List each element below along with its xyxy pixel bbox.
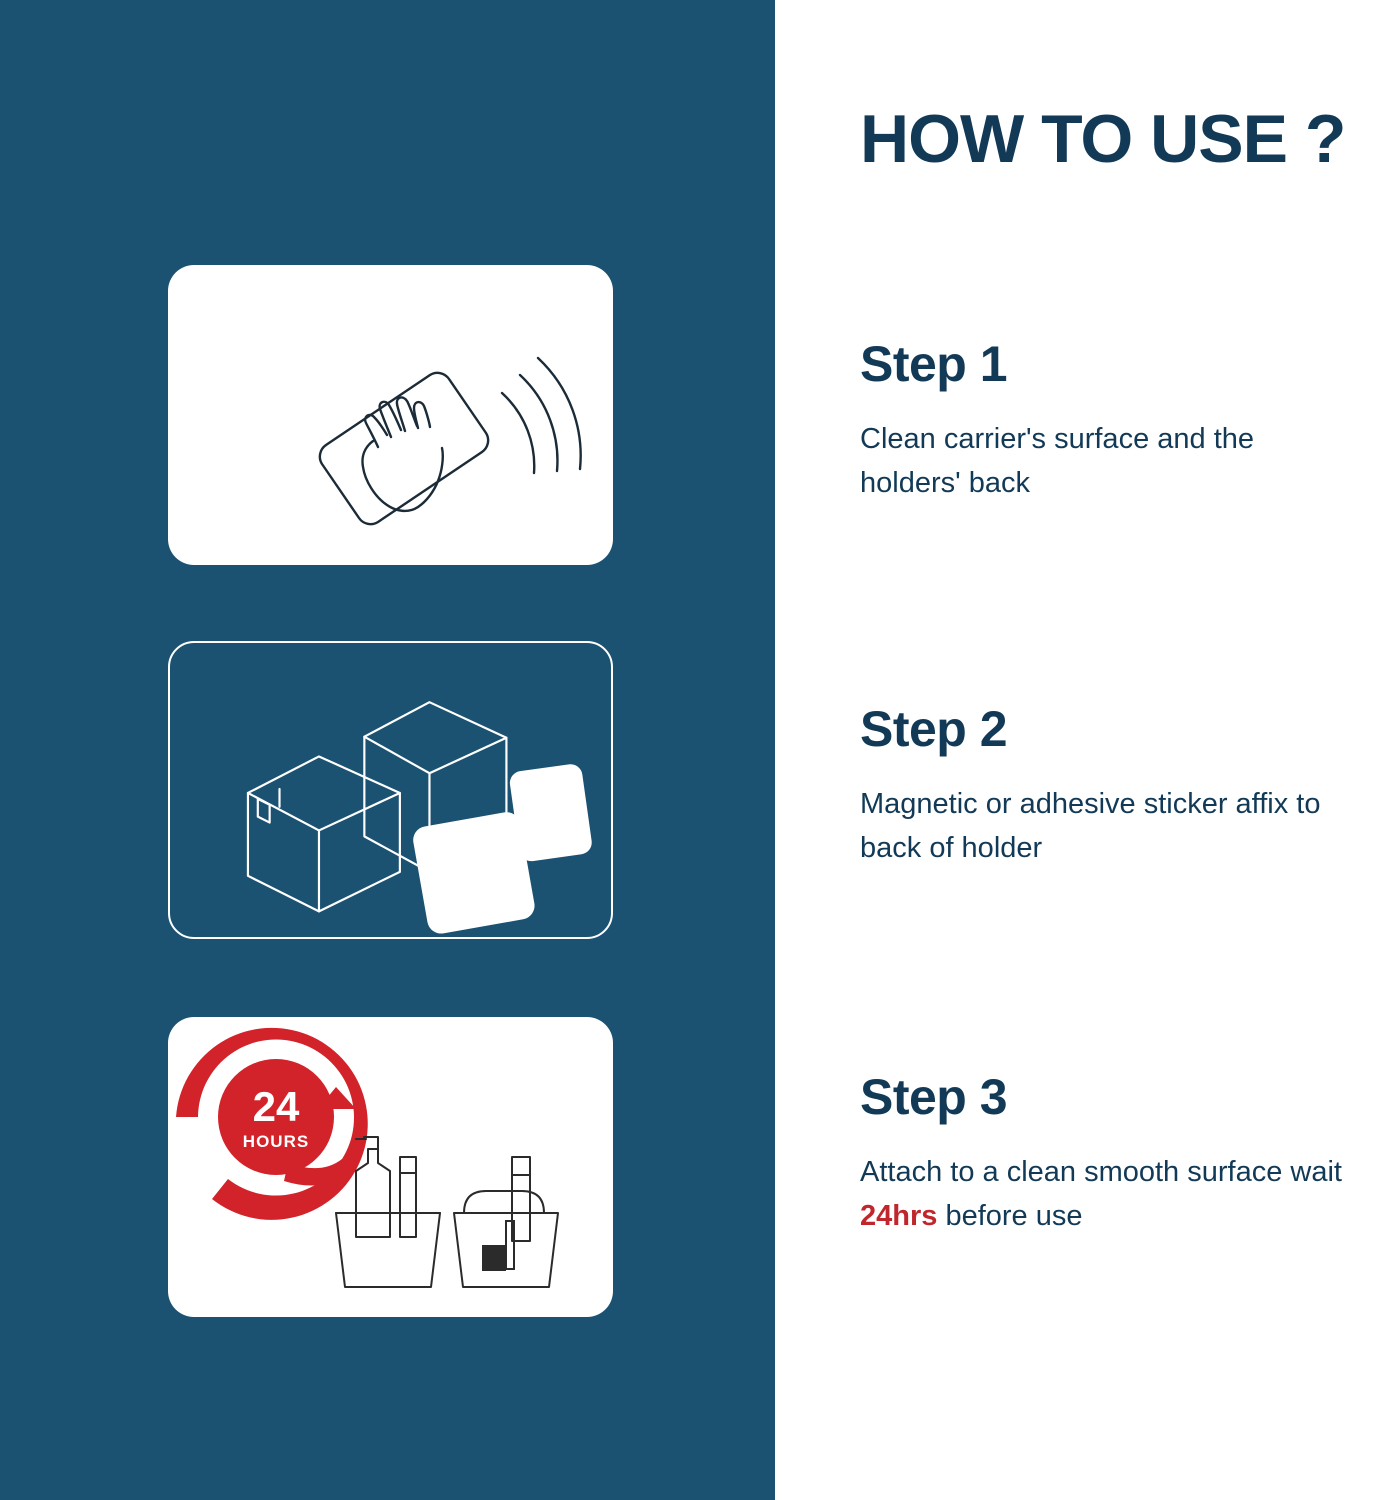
step-2-description-text: Magnetic or adhesive sticker affix to back of holder	[860, 788, 1321, 864]
step-2-heading: Step 2	[860, 701, 1008, 757]
badge-number: 24	[252, 1083, 300, 1130]
step-2-illustration-card	[168, 641, 613, 939]
step-3-illustration-card	[168, 1017, 613, 1317]
step-3-description-text-before: Attach to a clean smooth surface wait	[860, 1156, 1342, 1188]
hand-wiping-surface-icon	[168, 265, 613, 565]
steps-panel	[775, 0, 1384, 1500]
step-1	[860, 335, 1360, 505]
small-item-icon	[482, 1245, 506, 1271]
24-hours-badge-icon	[176, 1028, 368, 1220]
step-2-description	[860, 782, 1360, 870]
step-3-heading: Step 3	[860, 1069, 1008, 1125]
step-1-description-text: Clean carrier's surface and the holders' back	[860, 423, 1255, 499]
step-2	[860, 700, 1360, 870]
24-hours-wait-holders-icon	[168, 1017, 613, 1317]
step-1-heading: Step 1	[860, 336, 1008, 392]
step-3-description	[860, 1150, 1360, 1238]
step-3	[860, 1068, 1360, 1238]
step-3-highlight: 24hrs	[860, 1200, 938, 1232]
illustration-card-list	[168, 265, 613, 1317]
step-1-illustration-card	[168, 265, 613, 565]
holder-with-adhesive-stickers-icon	[170, 643, 611, 937]
step-3-description-text-after: before use	[937, 1200, 1083, 1232]
step-1-description	[860, 417, 1360, 505]
page-title: HOW TO USE ?	[860, 101, 1346, 177]
badge-unit: HOURS	[242, 1132, 310, 1151]
